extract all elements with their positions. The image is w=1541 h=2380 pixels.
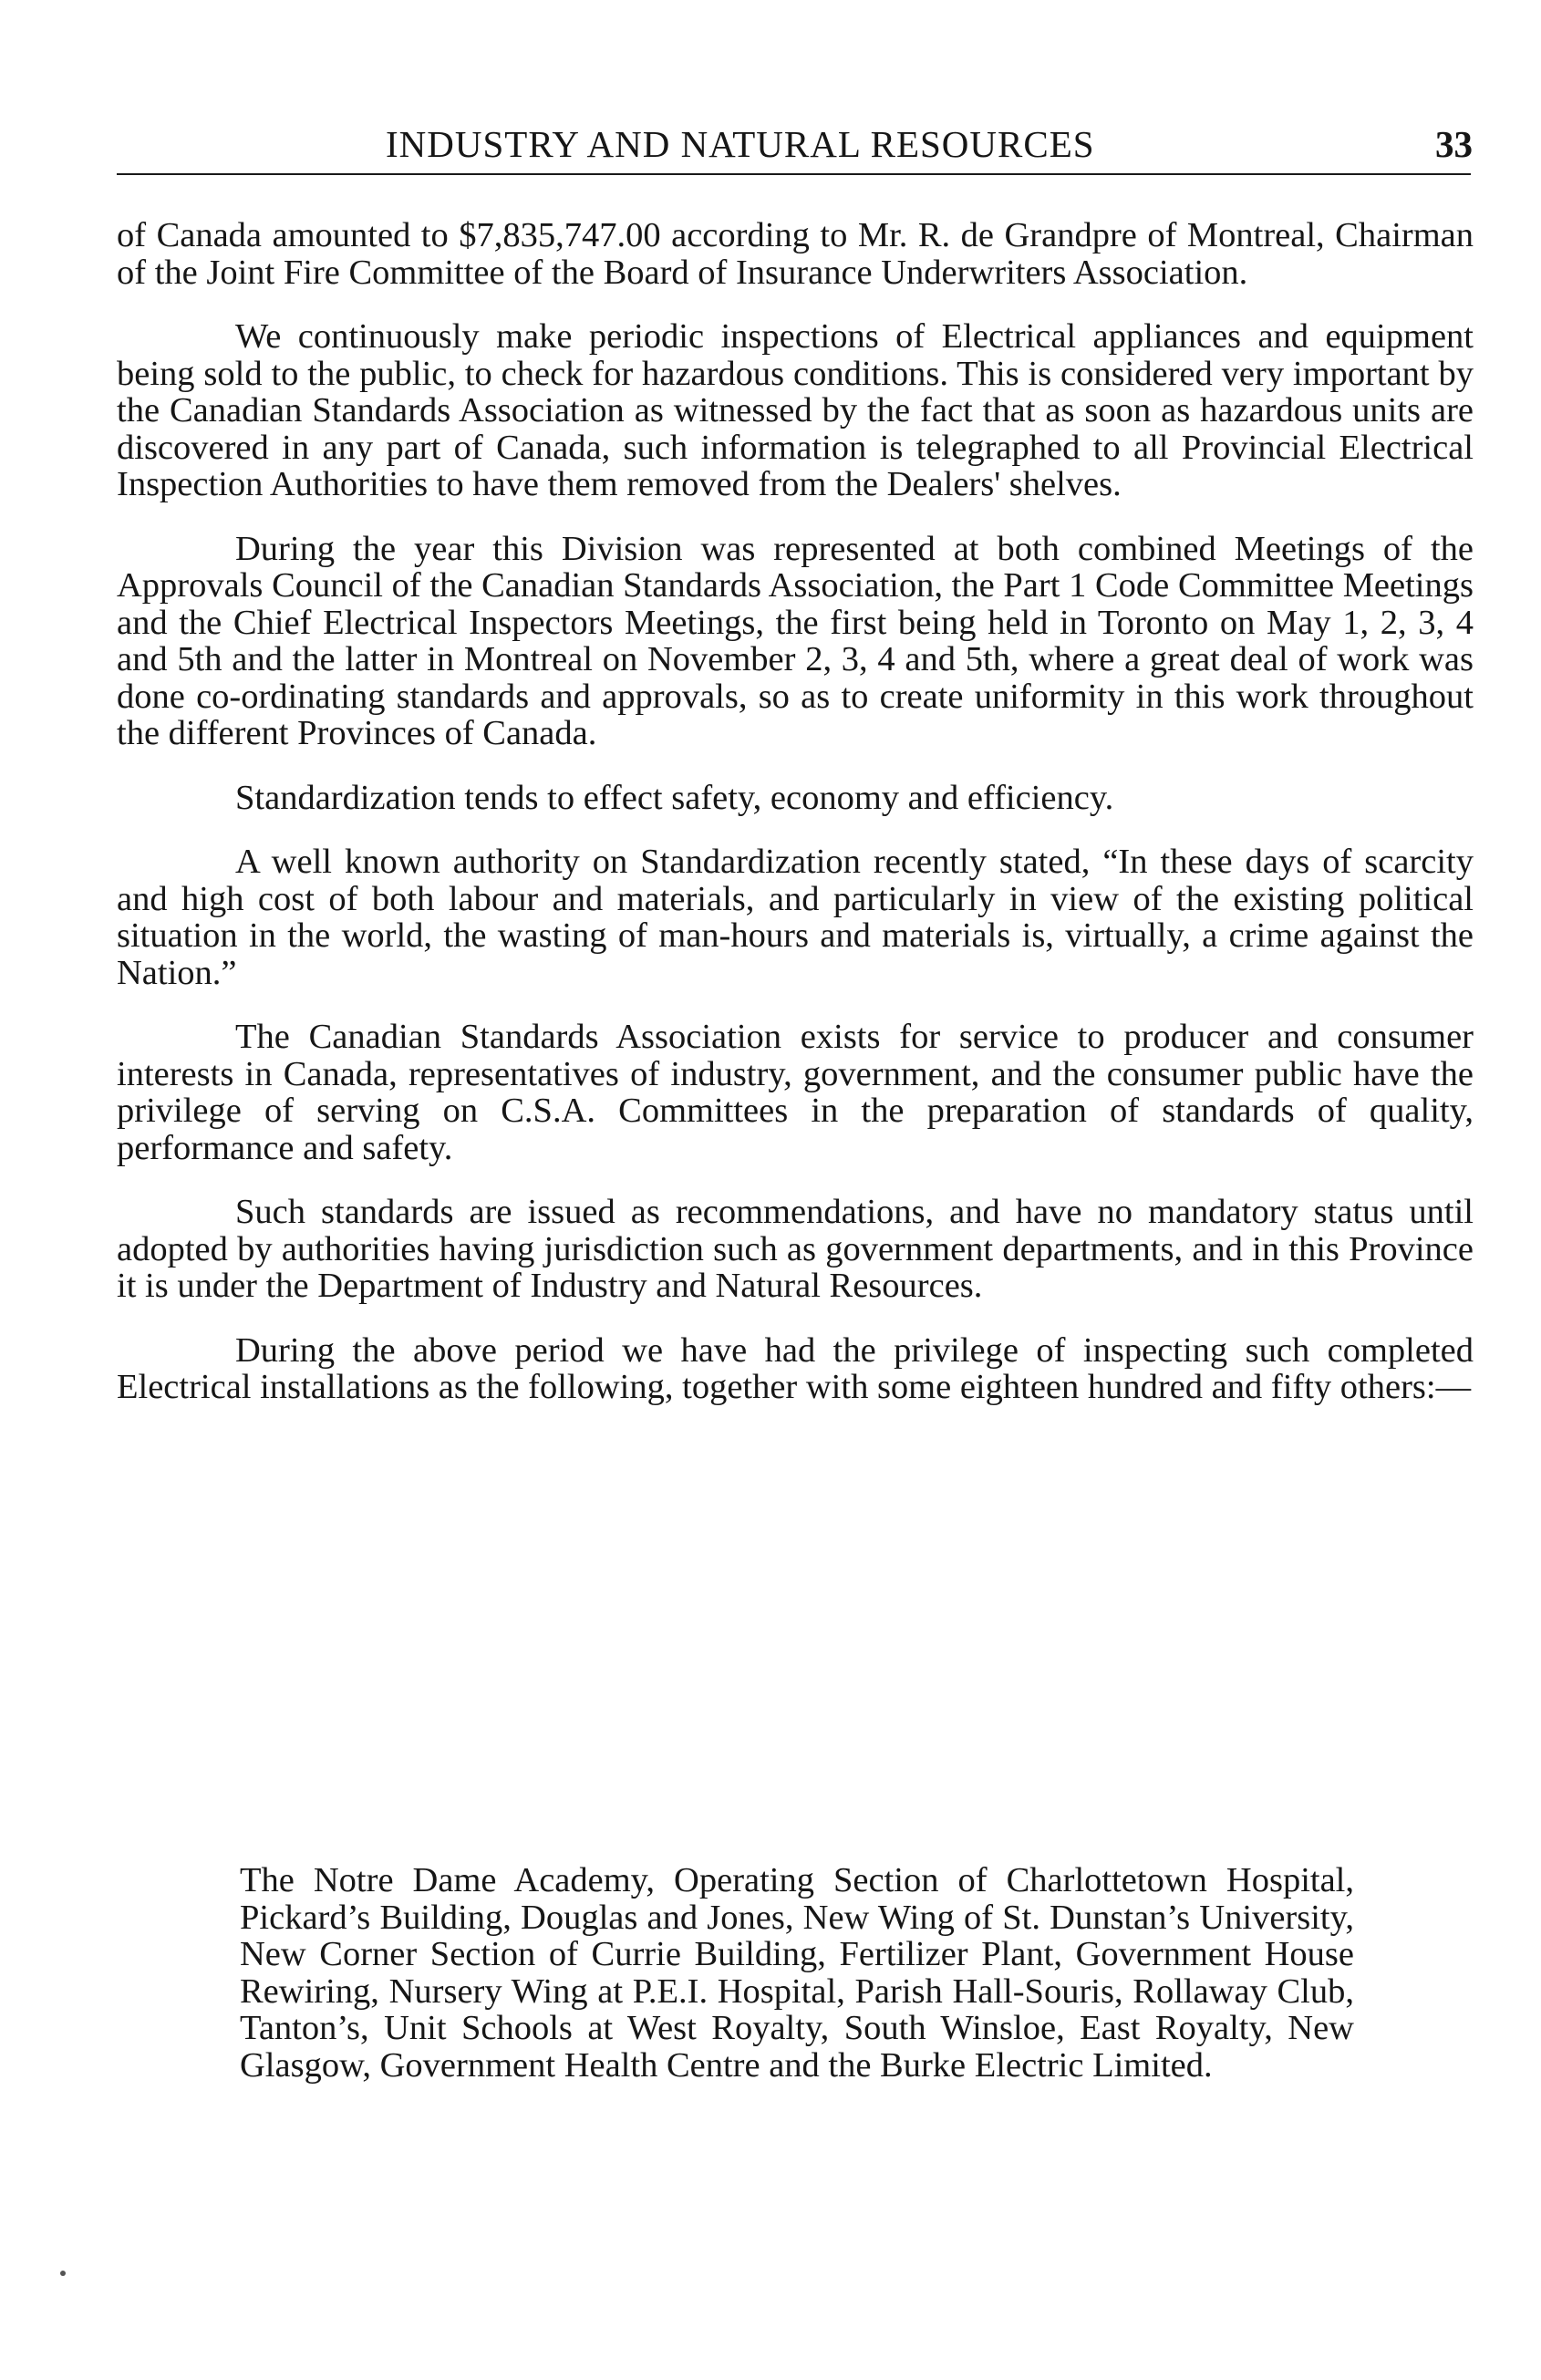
page-number: 33 bbox=[1435, 123, 1473, 165]
paragraph-continuation: of Canada amounted to $7,835,747.00 according to Mr. R. de Grandpre of Montreal, Chairman of the Joint Fire Committee of the Board of Insurance Underwriters Association. bbox=[117, 216, 1474, 292]
paragraph-csa-service: The Canadian Standards Association exists for service to producer and consumer interests in Canada, representatives of industry, government, and the consumer public have the privilege of serving on C.S.A. Committees in the preparation of standards of quality, performance and safety. bbox=[117, 1018, 1474, 1167]
header-rule bbox=[117, 173, 1471, 175]
running-title: INDUSTRY AND NATURAL RESOURCES bbox=[386, 123, 1095, 165]
paragraph-meetings: During the year this Division was represented at both combined Meetings of the Approvals Council of the Canadian Standards Association, the Part 1 Code Committee Meetings and the Chief Electrical Inspectors Meetings, the first being held in Toronto on May 1, 2, 3, 4 and 5th and the latter in Montreal on November 2, 3, 4 and 5th, where a great deal of work was done co-ordinating standards and approvals, so as to create uniformity in this work throughout the different Provinces of Canada. bbox=[117, 529, 1474, 752]
body-text bbox=[117, 217, 1474, 1406]
scan-speck bbox=[60, 2271, 66, 2276]
installations-list: The Notre Dame Academy, Operating Section of Charlottetown Hospital, Pickard’s Building, Douglas and Jones, New Wing of St. Dunstan’s University, New Corner Section of Currie Building, Fertilizer Plant, Government House Rewiring, Nursery Wing at P.E.I. Hospital, Parish Hall-Souris, Rollaway Club, Tanton’s, Unit Schools at West Royalty, South Winsloe, East Royalty, New Glasgow, Government Health Centre and the Burke Electric Limited. bbox=[240, 1861, 1354, 2085]
paragraph-inspections: We continuously make periodic inspections of Electrical appliances and equipment being sold to the public, to check for hazardous conditions. This is considered very important by the Canadian Standards Association as witnessed by the fact that as soon as hazardous units are discovered in any part of Canada, such information is telegraphed to all Provincial Electrical Inspection Authorities to have them removed from the Dealers' shelves. bbox=[117, 317, 1474, 503]
paragraph-installations-intro: During the above period we have had the privilege of inspecting such completed Electrical installations as the following, together with some eighteen hundred and fifty others:— bbox=[117, 1330, 1474, 1406]
paragraph-standardization: Standardization tends to effect safety, economy and efficiency. bbox=[235, 778, 1114, 817]
paragraph-standards-status: Such standards are issued as recommendations, and have no mandatory status until adopted by authorities having jurisdiction such as government departments, and in this Province it is under the Department of Industry and Natural Resources. bbox=[117, 1193, 1474, 1305]
paragraph-quotation: A well known authority on Standardization recently stated, “In these days of scarcity and high cost of both labour and materials, and particularly in view of the existing political situation in the world, the wasting of man-hours and materials is, virtually, a crime against the Nation.” bbox=[117, 843, 1474, 992]
running-header bbox=[117, 117, 1475, 171]
